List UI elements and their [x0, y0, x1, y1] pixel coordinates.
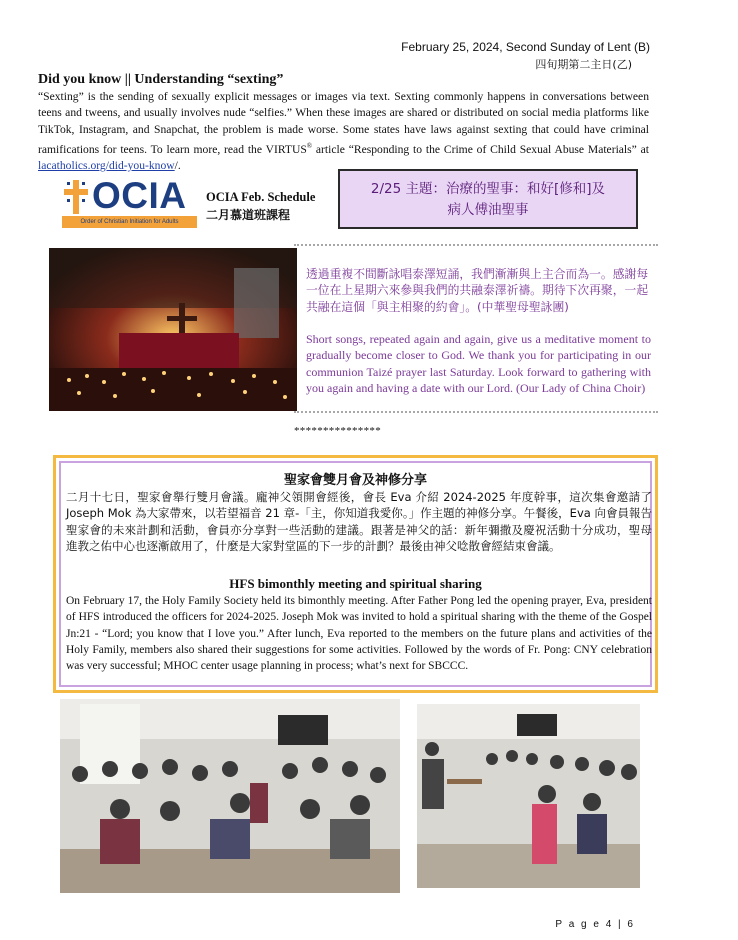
- hfs-article-inner: [59, 461, 652, 687]
- ocia-schedule-title: OCIA Feb. Schedule: [206, 190, 316, 204]
- hfs-text-zh: 二月十七日，聖家會舉行雙月會議。龐神父領開會經後，會長 Eva 介紹 2024-2025 年度幹事，這次集會邀請了 Joseph Mok 為大家帶來，以若望福音 21 章-「主，你知道我愛你。」作主題的神修分享。午餐後，Eva 向會員報告聖家會的未來計劃和活動，會員亦分享對一些活動的建議。跟著是神父的話：新年彌撒及慶祝活動十分成功，聖母進教之佑中心也逐漸啟用了，什麼是大家對堂區的下一步的計劃？最後由神父唸散會經結束會議。: [66, 490, 652, 553]
- did-you-know-body: [38, 89, 649, 174]
- ocia-logo-word: OCIA: [92, 175, 187, 216]
- did-you-know-text: “Sexting” is the sending of sexually explicit messages or images via text. Sexting commonly happens in conversations between teens and tweens, and usually involves nude “selfies.” When these images are shared or distributed on social media platforms like TikTok, Instagram, and Snapchat, the problem is made worse. Some states have laws against sexting that could have criminal ramifications for teens. To learn more, read the VIRTUS: [38, 90, 649, 156]
- dotted-divider-bottom: [294, 411, 658, 413]
- ocia-schedule-box: [338, 169, 638, 229]
- taize-text-zh: 透過重複不間斷詠唱泰澤短誦，我們漸漸與上主合而為一。感謝每一位在上星期六來參與我們的共融泰澤祈禱。期待下次再聚，一起共融在這個「與主相聚的約會」。(中華聖母聖詠團): [306, 267, 649, 314]
- cross-icon: [62, 179, 90, 215]
- hfs-title-zh: 聖家會雙月會及神修分享: [283, 473, 427, 488]
- ocia-schedule-line-2: 病人傅油聖事: [447, 202, 529, 218]
- hfs-meeting-photo-2: [417, 704, 640, 888]
- hfs-meeting-photo-1: [60, 699, 400, 893]
- taize-altar-photo: [49, 248, 297, 411]
- ocia-logo-subtitle: Order of Christian Initiation for Adults: [62, 216, 197, 228]
- did-you-know-end: /.: [174, 159, 181, 173]
- ocia-schedule-title-zh: 二月慕道班課程: [206, 208, 291, 222]
- date-line: February 25, 2024, Second Sunday of Lent (B): [401, 40, 650, 54]
- hfs-text-en: On February 17, the Holy Family Society held its bimonthly meeting. After Father Pong led the opening prayer, Eva, president of HFS introduced the officers for 2024-2025. Joseph Mok was invited to hold a spiritual sharing with the theme of the Gospel Jn:21 - “Lord; you know that I love you.” After lunch, Eva reported to the members on the future plans and activities of the Holy Family, members also shared their suggestions for some activities. Followed by the words of Fr. Pong: CNY celebration was very successful; MHOC center usage planning in process; what’s next for SBCCC.: [66, 595, 652, 673]
- registered-mark: ®: [306, 141, 313, 150]
- did-you-know-text-2: article “Responding to the Crime of Child Sexual Abuse Materials” at: [312, 142, 649, 156]
- ocia-schedule-line-1: 2/25 主題：治療的聖事：和好[修和]及: [370, 181, 606, 197]
- taize-text-en: Short songs, repeated again and again, give us a meditative moment to gradually become closer to God. We thank you for participating in our communion Taizé prayer last Saturday. Look forward to gathering with you again and having a date with our Lord. (Our Lady of China Choir): [306, 332, 651, 396]
- hfs-title-en: HFS bimonthly meeting and spiritual sharing: [229, 576, 482, 591]
- did-you-know-link[interactable]: lacatholics.org/did-you-know: [38, 159, 175, 173]
- star-separator: ***************: [294, 425, 381, 437]
- dotted-divider-top: [294, 244, 658, 246]
- ocia-logo: [62, 175, 197, 231]
- hfs-article-box: [53, 455, 658, 693]
- did-you-know-title: Did you know || Understanding “sexting”: [38, 72, 284, 87]
- page-number: P a g e 4 | 6: [555, 919, 635, 930]
- date-line-zh: 四旬期第二主日(乙): [535, 58, 632, 71]
